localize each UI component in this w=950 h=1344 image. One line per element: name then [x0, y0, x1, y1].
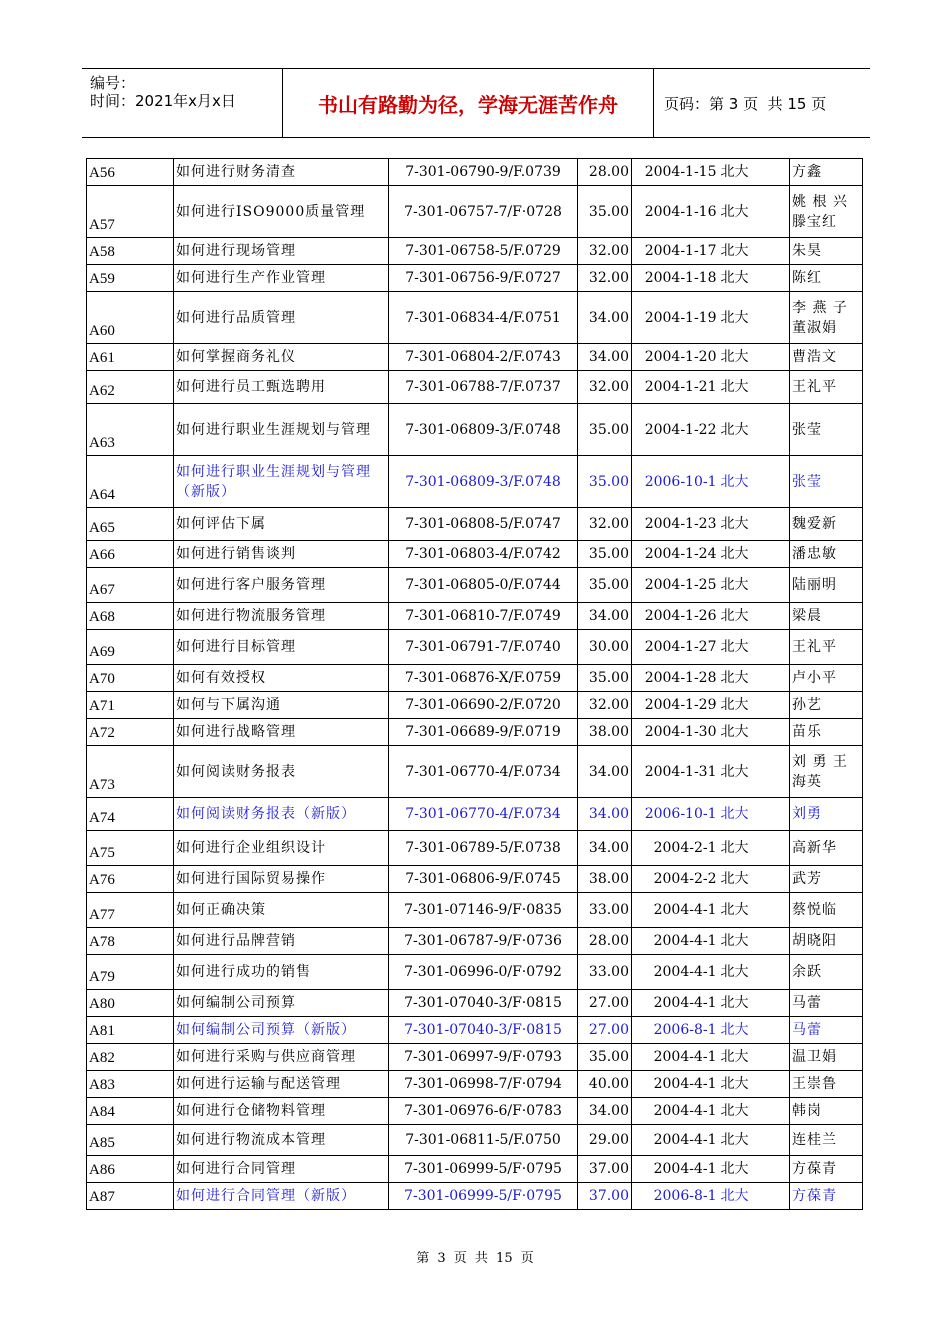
book-date: 2004-1-25	[632, 568, 719, 603]
table-row	[87, 692, 863, 719]
table-row	[87, 344, 863, 371]
book-author: 温卫娟	[790, 1044, 863, 1071]
book-date: 2004-4-1	[632, 1098, 719, 1125]
book-isbn: 7-301-06999-5/F·0795	[389, 1156, 578, 1183]
book-title: 如何进行合同管理（新版）	[174, 1183, 389, 1210]
book-price: 34.00	[578, 746, 632, 798]
book-title: 如何进行现场管理	[174, 238, 389, 265]
book-price: 33.00	[578, 893, 632, 928]
book-isbn: 7-301-06791-7/F.0740	[389, 630, 578, 665]
book-code: A81	[87, 1017, 174, 1044]
book-author: 姚 根 兴 滕宝红	[790, 186, 863, 238]
book-title: 如何进行仓储物料管理	[174, 1098, 389, 1125]
book-date: 2004-4-1	[632, 1125, 719, 1156]
book-publisher: 北大	[719, 719, 790, 746]
book-code: A79	[87, 955, 174, 990]
book-price: 32.00	[578, 265, 632, 292]
book-author: 陆丽明	[790, 568, 863, 603]
book-code: A62	[87, 371, 174, 404]
book-publisher: 北大	[719, 955, 790, 990]
book-title: 如何编制公司预算（新版）	[174, 1017, 389, 1044]
book-publisher: 北大	[719, 1098, 790, 1125]
book-code: A67	[87, 568, 174, 603]
book-isbn: 7-301-06756-9/F.0727	[389, 265, 578, 292]
book-code: A84	[87, 1098, 174, 1125]
book-isbn: 7-301-06997-9/F·0793	[389, 1044, 578, 1071]
book-date: 2004-1-23	[632, 508, 719, 541]
book-title: 如何有效授权	[174, 665, 389, 692]
book-date: 2004-4-1	[632, 928, 719, 955]
book-price: 27.00	[578, 990, 632, 1017]
book-price: 35.00	[578, 665, 632, 692]
book-author: 马蕾	[790, 1017, 863, 1044]
book-title: 如何掌握商务礼仪	[174, 344, 389, 371]
book-code: A63	[87, 404, 174, 456]
book-date: 2004-4-1	[632, 990, 719, 1017]
book-publisher: 北大	[719, 508, 790, 541]
book-list-table	[86, 158, 863, 1210]
book-title: 如何进行战略管理	[174, 719, 389, 746]
book-price: 32.00	[578, 371, 632, 404]
header-meta	[82, 69, 283, 137]
book-code: A87	[87, 1183, 174, 1210]
book-date: 2004-1-16	[632, 186, 719, 238]
table-row	[87, 955, 863, 990]
book-date: 2006-8-1	[632, 1183, 719, 1210]
book-author: 朱昊	[790, 238, 863, 265]
book-isbn: 7-301-06788-7/F.0737	[389, 371, 578, 404]
book-code: A74	[87, 798, 174, 831]
book-price: 32.00	[578, 508, 632, 541]
book-publisher: 北大	[719, 798, 790, 831]
book-code: A65	[87, 508, 174, 541]
table-row	[87, 1017, 863, 1044]
book-publisher: 北大	[719, 746, 790, 798]
book-date: 2004-1-22	[632, 404, 719, 456]
book-author: 卢小平	[790, 665, 863, 692]
book-publisher: 北大	[719, 1125, 790, 1156]
book-isbn: 7-301-06803-4/F.0742	[389, 541, 578, 568]
table-row	[87, 866, 863, 893]
book-title: 如何与下属沟通	[174, 692, 389, 719]
book-author: 连桂兰	[790, 1125, 863, 1156]
book-isbn: 7-301-06808-5/F.0747	[389, 508, 578, 541]
book-code: A66	[87, 541, 174, 568]
book-isbn: 7-301-06999-5/F·0795	[389, 1183, 578, 1210]
book-price: 34.00	[578, 831, 632, 866]
book-price: 34.00	[578, 292, 632, 344]
table-row	[87, 186, 863, 238]
book-price: 34.00	[578, 603, 632, 630]
book-code: A83	[87, 1071, 174, 1098]
book-isbn: 7-301-06876-X/F.0759	[389, 665, 578, 692]
book-code: A86	[87, 1156, 174, 1183]
book-date: 2004-1-24	[632, 541, 719, 568]
book-author: 王礼平	[790, 371, 863, 404]
book-price: 34.00	[578, 344, 632, 371]
book-date: 2004-2-1	[632, 831, 719, 866]
book-date: 2004-1-27	[632, 630, 719, 665]
book-isbn: 7-301-06806-9/F.0745	[389, 866, 578, 893]
page-footer: 第 3 页 共 15 页	[416, 1251, 534, 1266]
book-isbn: 7-301-06809-3/F.0748	[389, 404, 578, 456]
book-publisher: 北大	[719, 541, 790, 568]
book-author: 方葆青	[790, 1156, 863, 1183]
book-publisher: 北大	[719, 665, 790, 692]
book-isbn: 7-301-06790-9/F.0739	[389, 159, 578, 186]
book-title: 如何进行物流成本管理	[174, 1125, 389, 1156]
book-publisher: 北大	[719, 893, 790, 928]
book-author: 方葆青	[790, 1183, 863, 1210]
table-row	[87, 630, 863, 665]
book-price: 34.00	[578, 798, 632, 831]
book-isbn: 7-301-06770-4/F.0734	[389, 798, 578, 831]
book-code: A60	[87, 292, 174, 344]
book-code: A75	[87, 831, 174, 866]
book-code: A59	[87, 265, 174, 292]
table-row	[87, 719, 863, 746]
table-row	[87, 798, 863, 831]
book-date: 2004-1-26	[632, 603, 719, 630]
book-title: 如何进行职业生涯规划与管理（新版）	[174, 456, 389, 508]
book-date: 2004-1-29	[632, 692, 719, 719]
book-title: 如何进行合同管理	[174, 1156, 389, 1183]
book-author: 方鑫	[790, 159, 863, 186]
book-author: 李 燕 子 董淑娟	[790, 292, 863, 344]
header-motto: 书山有路勤为径，学海无涯苦作舟	[283, 69, 654, 137]
book-isbn: 7-301-06804-2/F.0743	[389, 344, 578, 371]
table-row	[87, 292, 863, 344]
table-row	[87, 404, 863, 456]
book-date: 2006-8-1	[632, 1017, 719, 1044]
book-code: A69	[87, 630, 174, 665]
book-publisher: 北大	[719, 292, 790, 344]
book-title: 如何进行ISO9000质量管理	[174, 186, 389, 238]
book-title: 如何评估下属	[174, 508, 389, 541]
book-price: 38.00	[578, 866, 632, 893]
book-price: 28.00	[578, 928, 632, 955]
book-price: 37.00	[578, 1183, 632, 1210]
book-date: 2004-1-21	[632, 371, 719, 404]
book-price: 35.00	[578, 1044, 632, 1071]
table-row	[87, 1071, 863, 1098]
book-title: 如何进行财务清查	[174, 159, 389, 186]
book-publisher: 北大	[719, 238, 790, 265]
book-code: A80	[87, 990, 174, 1017]
page-header	[82, 68, 870, 138]
book-date: 2004-1-15	[632, 159, 719, 186]
book-title: 如何进行品牌营销	[174, 928, 389, 955]
book-title: 如何正确决策	[174, 893, 389, 928]
book-isbn: 7-301-07040-3/F·0815	[389, 990, 578, 1017]
book-publisher: 北大	[719, 371, 790, 404]
book-date: 2004-4-1	[632, 1044, 719, 1071]
book-date: 2004-1-19	[632, 292, 719, 344]
book-publisher: 北大	[719, 1017, 790, 1044]
book-code: A82	[87, 1044, 174, 1071]
book-code: A58	[87, 238, 174, 265]
book-date: 2004-4-1	[632, 1156, 719, 1183]
book-price: 35.00	[578, 541, 632, 568]
book-title: 如何进行物流服务管理	[174, 603, 389, 630]
book-isbn: 7-301-07146-9/F·0835	[389, 893, 578, 928]
book-price: 29.00	[578, 1125, 632, 1156]
book-publisher: 北大	[719, 630, 790, 665]
book-author: 刘勇	[790, 798, 863, 831]
book-isbn: 7-301-06690-2/F.0720	[389, 692, 578, 719]
book-isbn: 7-301-06805-0/F.0744	[389, 568, 578, 603]
table-row	[87, 928, 863, 955]
book-date: 2004-1-30	[632, 719, 719, 746]
header-page-code	[654, 69, 880, 137]
book-isbn: 7-301-06976-6/F·0783	[389, 1098, 578, 1125]
table-row	[87, 831, 863, 866]
book-price: 35.00	[578, 568, 632, 603]
book-code: A70	[87, 665, 174, 692]
book-title: 如何阅读财务报表（新版）	[174, 798, 389, 831]
book-date: 2004-4-1	[632, 1071, 719, 1098]
book-price: 30.00	[578, 630, 632, 665]
table-row	[87, 371, 863, 404]
table-row	[87, 568, 863, 603]
book-title: 如何编制公司预算	[174, 990, 389, 1017]
book-publisher: 北大	[719, 344, 790, 371]
book-author: 陈红	[790, 265, 863, 292]
book-isbn: 7-301-06757-7/F·0728	[389, 186, 578, 238]
book-author: 王礼平	[790, 630, 863, 665]
book-title: 如何进行成功的销售	[174, 955, 389, 990]
book-author: 魏爱新	[790, 508, 863, 541]
book-author: 苗乐	[790, 719, 863, 746]
table-row	[87, 746, 863, 798]
book-code: A61	[87, 344, 174, 371]
book-isbn: 7-301-06770-4/F.0734	[389, 746, 578, 798]
book-author: 武芳	[790, 866, 863, 893]
book-code: A71	[87, 692, 174, 719]
book-code: A77	[87, 893, 174, 928]
book-date: 2004-1-17	[632, 238, 719, 265]
table-row	[87, 1098, 863, 1125]
table-row	[87, 265, 863, 292]
book-author: 马蕾	[790, 990, 863, 1017]
table-row	[87, 603, 863, 630]
book-author: 韩岗	[790, 1098, 863, 1125]
book-author: 刘 勇 王 海英	[790, 746, 863, 798]
book-publisher: 北大	[719, 990, 790, 1017]
book-publisher: 北大	[719, 186, 790, 238]
book-code: A68	[87, 603, 174, 630]
book-date: 2004-4-1	[632, 955, 719, 990]
book-author: 余跃	[790, 955, 863, 990]
table-row	[87, 1156, 863, 1183]
book-author: 梁晨	[790, 603, 863, 630]
table-row	[87, 456, 863, 508]
book-date: 2006-10-1	[632, 456, 719, 508]
book-code: A57	[87, 186, 174, 238]
book-price: 27.00	[578, 1017, 632, 1044]
table-row	[87, 1125, 863, 1156]
table-row	[87, 1183, 863, 1210]
book-isbn: 7-301-06811-5/F.0750	[389, 1125, 578, 1156]
book-title: 如何进行生产作业管理	[174, 265, 389, 292]
book-title: 如何进行员工甄选聘用	[174, 371, 389, 404]
book-isbn: 7-301-06834-4/F.0751	[389, 292, 578, 344]
book-code: A78	[87, 928, 174, 955]
table-row	[87, 990, 863, 1017]
book-code: A73	[87, 746, 174, 798]
book-date: 2004-4-1	[632, 893, 719, 928]
book-code: A72	[87, 719, 174, 746]
book-title: 如何进行国际贸易操作	[174, 866, 389, 893]
table-row	[87, 893, 863, 928]
table-row	[87, 665, 863, 692]
book-isbn: 7-301-06787-9/F·0736	[389, 928, 578, 955]
table-row	[87, 159, 863, 186]
book-publisher: 北大	[719, 603, 790, 630]
book-title: 如何阅读财务报表	[174, 746, 389, 798]
book-date: 2004-1-20	[632, 344, 719, 371]
book-price: 35.00	[578, 404, 632, 456]
book-publisher: 北大	[719, 404, 790, 456]
book-publisher: 北大	[719, 866, 790, 893]
table-row	[87, 508, 863, 541]
book-title: 如何进行品质管理	[174, 292, 389, 344]
book-publisher: 北大	[719, 1183, 790, 1210]
book-price: 32.00	[578, 238, 632, 265]
book-title: 如何进行客户服务管理	[174, 568, 389, 603]
book-date: 2006-10-1	[632, 798, 719, 831]
book-price: 33.00	[578, 955, 632, 990]
book-date: 2004-1-31	[632, 746, 719, 798]
book-publisher: 北大	[719, 1156, 790, 1183]
book-author: 蔡悦临	[790, 893, 863, 928]
book-publisher: 北大	[719, 456, 790, 508]
book-title: 如何进行职业生涯规划与管理	[174, 404, 389, 456]
book-isbn: 7-301-06789-5/F.0738	[389, 831, 578, 866]
book-price: 35.00	[578, 456, 632, 508]
book-author: 张莹	[790, 456, 863, 508]
table-row	[87, 238, 863, 265]
book-date: 2004-1-28	[632, 665, 719, 692]
book-isbn: 7-301-06809-3/F.0748	[389, 456, 578, 508]
book-isbn: 7-301-07040-3/F·0815	[389, 1017, 578, 1044]
table-row	[87, 541, 863, 568]
book-price: 37.00	[578, 1156, 632, 1183]
document-time-label: 时间：2021年x月x日	[90, 92, 236, 110]
book-code: A56	[87, 159, 174, 186]
book-author: 张莹	[790, 404, 863, 456]
book-price: 34.00	[578, 1098, 632, 1125]
book-price: 32.00	[578, 692, 632, 719]
book-author: 王崇鲁	[790, 1071, 863, 1098]
book-publisher: 北大	[719, 831, 790, 866]
book-price: 40.00	[578, 1071, 632, 1098]
book-author: 胡晓阳	[790, 928, 863, 955]
book-isbn: 7-301-06998-7/F·0794	[389, 1071, 578, 1098]
book-title: 如何进行目标管理	[174, 630, 389, 665]
book-author: 高新华	[790, 831, 863, 866]
book-isbn: 7-301-06758-5/F.0729	[389, 238, 578, 265]
book-isbn: 7-301-06689-9/F.0719	[389, 719, 578, 746]
book-title: 如何进行采购与供应商管理	[174, 1044, 389, 1071]
book-publisher: 北大	[719, 1071, 790, 1098]
book-code: A64	[87, 456, 174, 508]
book-code: A76	[87, 866, 174, 893]
book-author: 孙艺	[790, 692, 863, 719]
book-author: 曹浩文	[790, 344, 863, 371]
document-number-label: 编号：	[90, 74, 136, 92]
book-title: 如何进行企业组织设计	[174, 831, 389, 866]
book-author: 潘忠敏	[790, 541, 863, 568]
book-date: 2004-1-18	[632, 265, 719, 292]
book-title: 如何进行销售谈判	[174, 541, 389, 568]
book-publisher: 北大	[719, 928, 790, 955]
book-isbn: 7-301-06810-7/F.0749	[389, 603, 578, 630]
book-publisher: 北大	[719, 692, 790, 719]
book-price: 35.00	[578, 186, 632, 238]
book-rows	[87, 159, 863, 1210]
book-publisher: 北大	[719, 159, 790, 186]
book-title: 如何进行运输与配送管理	[174, 1071, 389, 1098]
table-row	[87, 1044, 863, 1071]
book-price: 38.00	[578, 719, 632, 746]
page-code-text: 页码：第 3 页 共 15 页	[664, 94, 827, 113]
book-publisher: 北大	[719, 1044, 790, 1071]
book-date: 2004-2-2	[632, 866, 719, 893]
book-publisher: 北大	[719, 265, 790, 292]
book-price: 28.00	[578, 159, 632, 186]
book-publisher: 北大	[719, 568, 790, 603]
book-code: A85	[87, 1125, 174, 1156]
book-isbn: 7-301-06996-0/F·0792	[389, 955, 578, 990]
